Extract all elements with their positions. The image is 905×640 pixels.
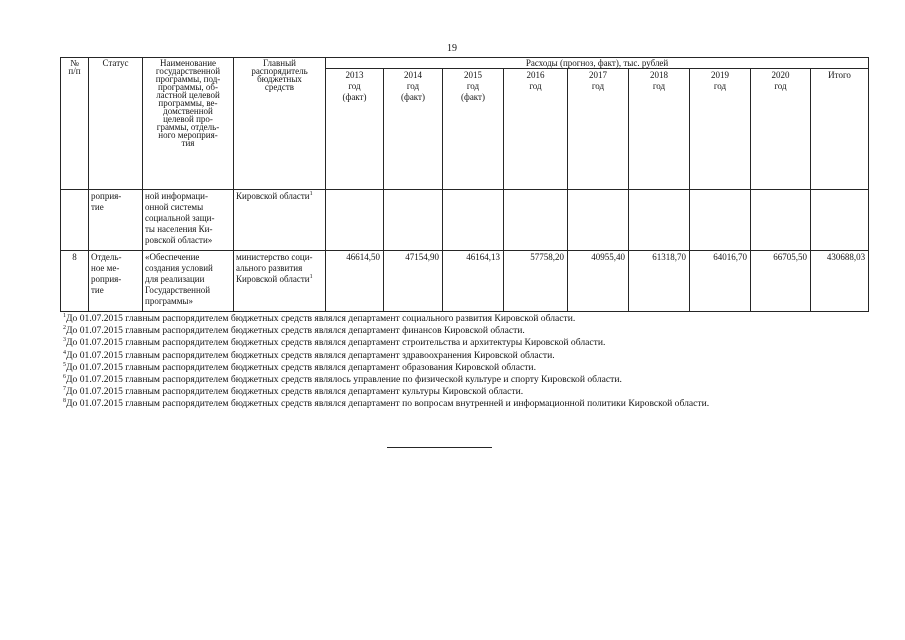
- value-cell: [384, 190, 443, 251]
- value-cell-total: 430688,03: [811, 251, 869, 312]
- footnote-text: До 01.07.2015 главным распорядителем бюджетных средств являлось управление по физической культуре и спорту Кировской области.: [66, 373, 622, 385]
- header-year: 2015 год (факт): [443, 69, 504, 190]
- header-total: Итого: [811, 69, 869, 190]
- footnote: [63, 325, 709, 337]
- header-year: 2016 год: [504, 69, 568, 190]
- value-cell: [443, 190, 504, 251]
- expenses-table: [60, 57, 869, 312]
- value-cell: [326, 190, 384, 251]
- page-number: 19: [447, 43, 457, 54]
- header-year: 2018 год: [629, 69, 690, 190]
- footnotes: [63, 313, 709, 411]
- header-year: 2020 год: [751, 69, 811, 190]
- separator-line: [387, 447, 492, 448]
- row-name: ной информаци- онной системы социальной защи- ты населения Ки- ровской области»: [143, 190, 234, 251]
- footnote-text: До 01.07.2015 главным распорядителем бюджетных средств являлся департамент социального развития Кировской области.: [66, 313, 576, 324]
- footnote: [63, 398, 709, 410]
- footnote-mark: 3: [63, 337, 66, 344]
- row-num: 8: [61, 251, 89, 312]
- footnote: [63, 362, 709, 374]
- value-cell: 47154,90: [384, 251, 443, 312]
- header-name: Наименование государственной программы, под- программы, об- ластной целевой программы, ве- домственной целевой про- граммы, отдель- ного мероприя- тия: [143, 58, 234, 190]
- row-name: «Обеспечение создания условий для реализации Государственной программы»: [143, 251, 234, 312]
- value-cell: 46164,13: [443, 251, 504, 312]
- footnote-text: До 01.07.2015 главным распорядителем бюджетных средств являлся департамент по вопросам внутренней и информационной политики Кировской области.: [66, 398, 710, 410]
- header-year: 2014 год (факт): [384, 69, 443, 190]
- value-cell: [629, 190, 690, 251]
- footnote-text: До 01.07.2015 главным распорядителем бюджетных средств являлся департамент культуры Кировской области.: [66, 386, 524, 398]
- header-num: № п/п: [61, 58, 89, 190]
- footnote-mark: 8: [63, 398, 66, 405]
- footnote-mark: 5: [63, 361, 66, 368]
- value-cell: 40955,40: [568, 251, 629, 312]
- footnote: [63, 313, 709, 325]
- value-cell: [690, 190, 751, 251]
- value-cell: 46614,50: [326, 251, 384, 312]
- footnote-mark: 1: [63, 312, 66, 319]
- header-status: Статус: [89, 58, 143, 190]
- value-cell: [751, 190, 811, 251]
- footnote: [63, 337, 709, 349]
- header-year: 2013 год (факт): [326, 69, 384, 190]
- header-year: 2019 год: [690, 69, 751, 190]
- header-row: [61, 58, 869, 69]
- header-administrator: Главный распорядитель бюджетных средств: [234, 58, 326, 190]
- value-cell: 66705,50: [751, 251, 811, 312]
- value-cell: 64016,70: [690, 251, 751, 312]
- value-cell: [568, 190, 629, 251]
- row-administrator: [234, 251, 326, 312]
- footnote-text: До 01.07.2015 главным распорядителем бюджетных средств являлся департамент здравоохранения Кировской области.: [66, 349, 555, 361]
- row-administrator-text: министерство соци- ального развития Кировской области: [236, 252, 313, 284]
- row-status: Отдель- ное ме- роприя- тие: [89, 251, 143, 312]
- footnote: [63, 374, 709, 386]
- footnote-mark: 6: [63, 373, 66, 380]
- table-row: [61, 251, 869, 312]
- footnote-mark: 1: [309, 274, 313, 280]
- footnote-text: До 01.07.2015 главным распорядителем бюджетных средств являлся департамент финансов Кировской области.: [66, 325, 525, 337]
- row-administrator-text: Кировской области: [236, 191, 310, 201]
- footnote: [63, 350, 709, 362]
- footnote-text: До 01.07.2015 главным распорядителем бюджетных средств являлся департамент строительства и архитектуры Кировской области.: [66, 337, 606, 349]
- table-row: [61, 190, 869, 251]
- value-cell: [811, 190, 869, 251]
- value-cell: [504, 190, 568, 251]
- footnote-mark: 2: [63, 325, 66, 331]
- header-year: 2017 год: [568, 69, 629, 190]
- row-status: роприя- тие: [89, 190, 143, 251]
- footnote-mark: 1: [309, 191, 313, 197]
- row-administrator: [234, 190, 326, 251]
- value-cell: 57758,20: [504, 251, 568, 312]
- footnote-text: До 01.07.2015 главным распорядителем бюджетных средств являлся департамент образования Кировской области.: [66, 361, 536, 373]
- header-expenses: Расходы (прогноз, факт), тыс. рублей: [326, 58, 869, 69]
- footnote-mark: 4: [63, 349, 66, 356]
- row-num: [61, 190, 89, 251]
- value-cell: 61318,70: [629, 251, 690, 312]
- footnote: [63, 386, 709, 398]
- footnote-mark: 7: [63, 385, 66, 392]
